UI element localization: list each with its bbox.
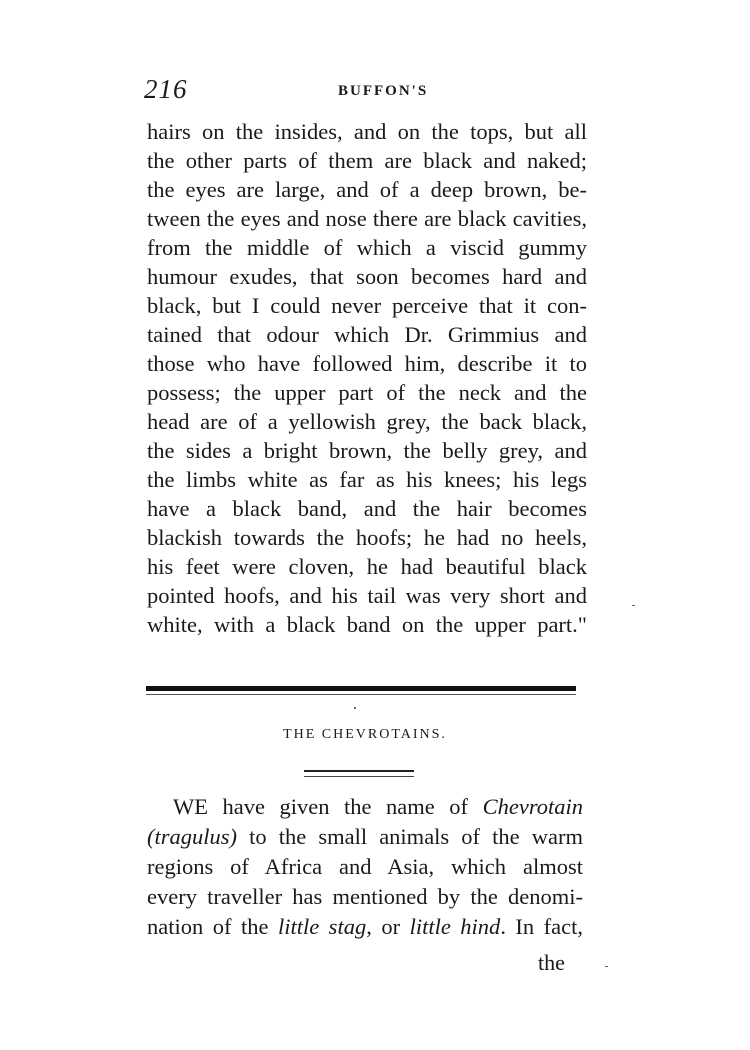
text-line: tween the eyes and nose there are black cavities, <box>147 206 587 231</box>
italic-term: (tragulus) <box>147 824 237 849</box>
text-line: from the middle of which a viscid gummy <box>147 235 587 260</box>
text-line: blackish towards the hoofs; he had no heels, <box>147 525 587 550</box>
page-number: 216 <box>144 74 188 104</box>
text-line: the sides a bright brown, the belly grey, and <box>147 438 587 463</box>
text-line: the other parts of them are black and naked; <box>147 148 587 173</box>
italic-term: Chevrotain <box>482 794 583 819</box>
paper-speck <box>354 707 356 709</box>
continued-paragraph <box>147 117 587 639</box>
title-underline <box>304 770 414 772</box>
text-line: humour exudes, that soon becomes hard and <box>147 264 587 289</box>
text-line <box>147 912 583 942</box>
text-line: white, with a black band on the upper part." <box>147 612 587 637</box>
text-line: every traveller has mentioned by the denomi- <box>147 884 583 909</box>
section-title: THE CHEVROTAINS. <box>283 727 447 742</box>
text-line <box>147 822 583 852</box>
text-line: tained that odour which Dr. Grimmius and <box>147 322 587 347</box>
text-line: hairs on the insides, and on the tops, but all <box>147 119 587 144</box>
text-run: . In fact, <box>500 914 584 939</box>
text-line: pointed hoofs, and his tail was very short and <box>147 583 587 608</box>
italic-term: little stag <box>277 914 367 939</box>
page-header <box>144 74 584 110</box>
text-run: nation of the <box>147 914 278 939</box>
text-line <box>147 792 583 822</box>
section-paragraph <box>147 792 583 942</box>
section-divider-thick <box>146 686 576 691</box>
running-head: BUFFON'S <box>338 83 429 99</box>
text-line: regions of Africa and Asia, which almost <box>147 854 583 879</box>
text-line: have a black band, and the hair becomes <box>147 496 587 521</box>
title-underline-thin <box>304 776 414 777</box>
text-run: WE have given the name of <box>173 794 483 819</box>
catchword: the <box>538 950 565 975</box>
text-run: to the small animals of the warm <box>237 824 583 849</box>
paper-speck <box>605 966 608 967</box>
paper-speck <box>632 605 635 606</box>
text-line: possess; the upper part of the neck and the <box>147 380 587 405</box>
text-line: black, but I could never perceive that it con- <box>147 293 587 318</box>
text-line: his feet were cloven, he had beautiful black <box>147 554 587 579</box>
section-divider-thin <box>146 694 576 695</box>
italic-term: little hind <box>409 914 501 939</box>
text-line: head are of a yellowish grey, the back black, <box>147 409 587 434</box>
text-line: those who have followed him, describe it to <box>147 351 587 376</box>
text-run: , or <box>366 914 410 939</box>
text-line: the limbs white as far as his knees; his legs <box>147 467 587 492</box>
text-line: the eyes are large, and of a deep brown, be- <box>147 177 587 202</box>
